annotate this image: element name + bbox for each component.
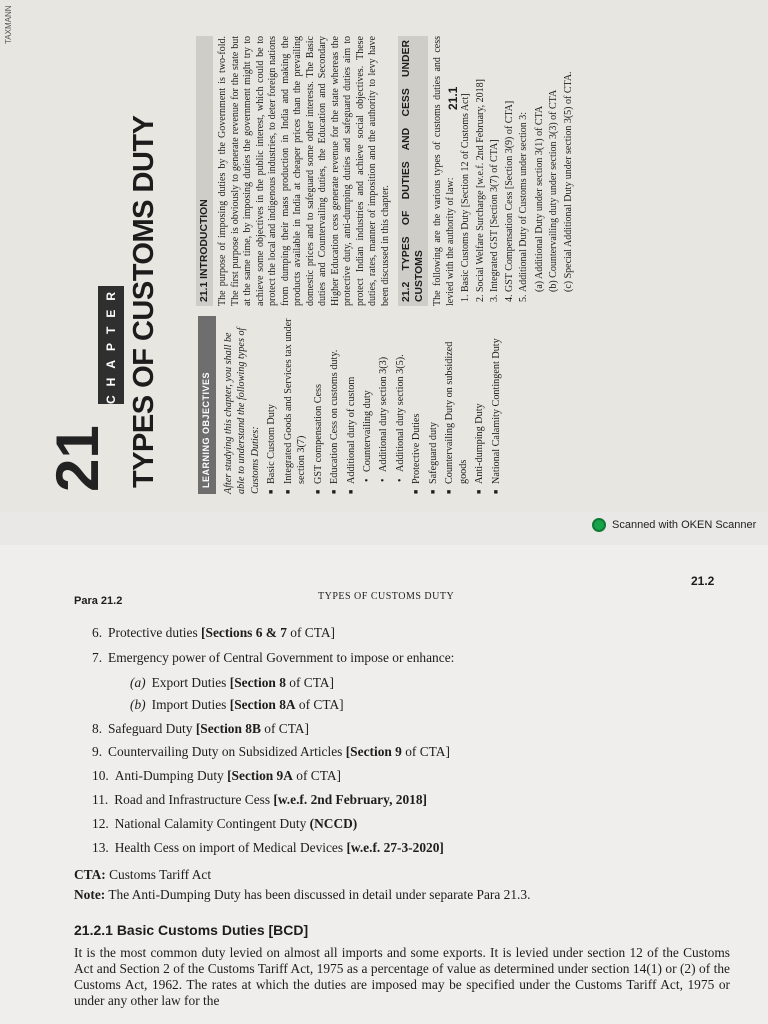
duty-item-number: (b)	[130, 697, 146, 712]
duty-item-reference: [Sections 6 & 7	[201, 625, 287, 640]
objective-item: ■ Anti-dumping Duty	[473, 316, 486, 494]
scanner-watermark	[592, 518, 756, 532]
duty-item-reference: [Section 9A	[227, 768, 293, 783]
type-item: 4. GST Compensation Cess [Section 3(9) of CTA]	[504, 36, 517, 292]
duty-list-item	[92, 744, 450, 760]
introduction-text: The purpose of imposing duties by the Government is two-fold. The first purpose is obviously to generate revenue for the state but at the same time, by imposing duties the government might try to achieve some objectives in the public interest, which could be to protect the local and indigenous industries, to deter foreign nations from dumping their mass production in India and making the products available in India at cheaper prices than the prevailing domestic prices and to safeguard some other interests. The Basic duties and Countervailing duties, the Education and Secondary Higher Education cess generate revenue for the state whereas the protective duty, anti-dumping duties and safeguard duties aim to protect Indian industries and achieve social objectives. These duties, rates, manner of imposition and the authority to levy have been discussed in this chapter.	[217, 36, 391, 306]
duty-item-reference: [Section 8A	[229, 697, 296, 712]
cta-line	[74, 867, 211, 883]
duty-list-item	[92, 792, 427, 808]
duty-item-rest: of CTA]	[401, 744, 450, 759]
duty-item-number: 10.	[92, 768, 109, 783]
duty-item-number: 8.	[92, 721, 103, 736]
note-line	[74, 887, 530, 903]
duty-item-rest: of CTA]	[285, 675, 334, 690]
duty-item-number: 11.	[92, 792, 109, 807]
note-text: The Anti-Dumping Duty has been discussed in detail under separate Para 21.3.	[105, 887, 531, 902]
objective-item: ■ GST compensation Cess	[312, 316, 325, 494]
duty-item-reference: [w.e.f. 27-3-2020]	[346, 840, 444, 855]
objective-item: ■ Countervailing Duty on subsidized goods	[443, 316, 470, 494]
main-column	[196, 36, 577, 306]
duty-item-text: Emergency power of Central Government to impose or enhance:	[108, 650, 455, 665]
duty-item-reference: (NCCD)	[309, 816, 358, 831]
objective-item: ■ Education Cess on customs duty.	[328, 316, 341, 494]
duty-item-text: Export Duties	[151, 675, 230, 690]
duty-list-item	[92, 721, 309, 737]
objective-item: • Countervailing duty	[361, 316, 374, 494]
duty-item-text: National Calamity Contingent Duty	[114, 816, 310, 831]
bottom-page-number: 21.2	[691, 574, 715, 588]
duty-item-reference: [Section 8	[229, 675, 286, 690]
duty-item-text: Import Duties	[151, 697, 230, 712]
types-intro: The following are the various types of customs duties and cess levied with the authority of law:	[432, 36, 456, 306]
subsection-heading: 21.2.1 Basic Customs Duties [BCD]	[74, 922, 309, 938]
objective-item: ■ Protective Duties	[410, 316, 423, 494]
learning-objectives-heading: LEARNING OBJECTIVES	[198, 316, 216, 494]
duty-item-text: Anti-Dumping Duty	[114, 768, 228, 783]
running-head: TYPES OF CUSTOMS DUTY	[318, 591, 455, 602]
note-label: Note:	[74, 887, 106, 902]
duty-item-rest: of CTA]	[292, 768, 341, 783]
bottom-scanned-page	[0, 545, 768, 1024]
learning-objectives-list	[265, 316, 503, 494]
objective-item: ■ National Calamity Contingent Duty	[490, 316, 503, 494]
learning-objectives-intro: After studying this chapter, you shall be able to understand the following types of Customs Duties:	[222, 327, 261, 494]
duty-item-number: 12.	[92, 816, 109, 831]
type-item: 3. Integrated GST [Section 3(7) of CTA]	[489, 36, 502, 292]
introduction-heading: 21.1 INTRODUCTION	[196, 36, 213, 306]
duty-item-text: Protective duties	[108, 625, 202, 640]
duty-item-text: Road and Infrastructure Cess	[114, 792, 274, 807]
cta-label: CTA:	[74, 867, 106, 882]
body-paragraph: It is the most common duty levied on almost all imports and some exports. It is levied under section 12 of the Customs Act and Section 2 of the Customs Tariff Act, 1975 as a percentage of value as determined under section 14(1) or (2) of the Customs Act, 1962. The rates at which the duties are imposed may be specified under the Customs Tariff Act, 1975 or under any other law for the	[74, 945, 730, 1009]
type-subitem: (a) Additional Duty under section 3(1) of CTA	[533, 105, 545, 292]
objective-item: • Additional duty section 3(5).	[394, 316, 407, 494]
duty-item-rest: of CTA]	[286, 625, 335, 640]
objective-item: ■ Integrated Goods and Services tax under section 3(7)	[282, 316, 309, 494]
duty-item-number: 13.	[92, 840, 109, 855]
duty-list-item	[130, 675, 334, 691]
publisher-mark: TAXMANN	[4, 5, 13, 44]
duty-item-rest: of CTA]	[260, 721, 309, 736]
duty-item-number: 9.	[92, 744, 103, 759]
objective-item: ■ Additional duty of custom	[345, 316, 358, 494]
duty-list-item	[92, 625, 335, 641]
learning-objectives	[198, 316, 506, 494]
types-list	[460, 36, 531, 306]
duty-item-reference: [Section 9	[345, 744, 402, 759]
duty-item-number: 6.	[92, 625, 103, 640]
objective-item: ■ Basic Custom Duty	[265, 316, 278, 494]
duty-item-text: Safeguard Duty	[108, 721, 196, 736]
type-subitem: (c) Special Additional Duty under section 3(5) of CTA.	[562, 71, 574, 292]
type-item: 2. Social Welfare Surcharge [w.e.f. 2nd February, 2018]	[475, 36, 488, 292]
types-heading: 21.2 TYPES OF DUTIES AND CESS UNDER CUSTOMS	[398, 36, 428, 306]
duty-item-reference: [Section 8B	[195, 721, 261, 736]
type-subitem: (b) Countervailing duty under section 3(3) of CTA	[548, 89, 559, 292]
duty-item-text: Health Cess on import of Medical Devices	[114, 840, 347, 855]
duty-item-number: 7.	[92, 650, 103, 665]
types-sublist	[534, 36, 576, 306]
scanner-watermark-text: Scanned with OKEN Scanner	[612, 519, 757, 531]
chapter-label: CHAPTER	[98, 286, 124, 404]
duty-list-item	[92, 768, 341, 784]
duty-list-item	[130, 697, 344, 713]
duty-list-item	[92, 840, 444, 856]
duty-item-reference: [w.e.f. 2nd February, 2018]	[273, 792, 428, 807]
scanner-logo-icon	[592, 518, 606, 532]
duty-list-item	[92, 816, 357, 832]
type-item: 1. Basic Customs Duty [Section 12 of Customs Act]	[460, 36, 473, 292]
type-item: 5. Additional Duty of Customs under section 3:	[518, 36, 531, 292]
objective-item: • Additional duty section 3(3)	[377, 316, 390, 494]
duty-list-item	[92, 650, 454, 666]
cta-text: Customs Tariff Act	[105, 867, 212, 882]
chapter-title: TYPES OF CUSTOMS DUTY	[128, 115, 160, 488]
duty-item-rest: of CTA]	[295, 697, 344, 712]
duty-item-text: Countervailing Duty on Subsidized Articles	[108, 744, 346, 759]
chapter-number: 21	[44, 425, 111, 492]
para-label: Para 21.2	[74, 595, 123, 607]
duty-item-number: (a)	[130, 675, 146, 690]
top-page-number: 21.1	[446, 86, 460, 110]
objective-item: ■ Safeguard duty	[427, 316, 440, 494]
